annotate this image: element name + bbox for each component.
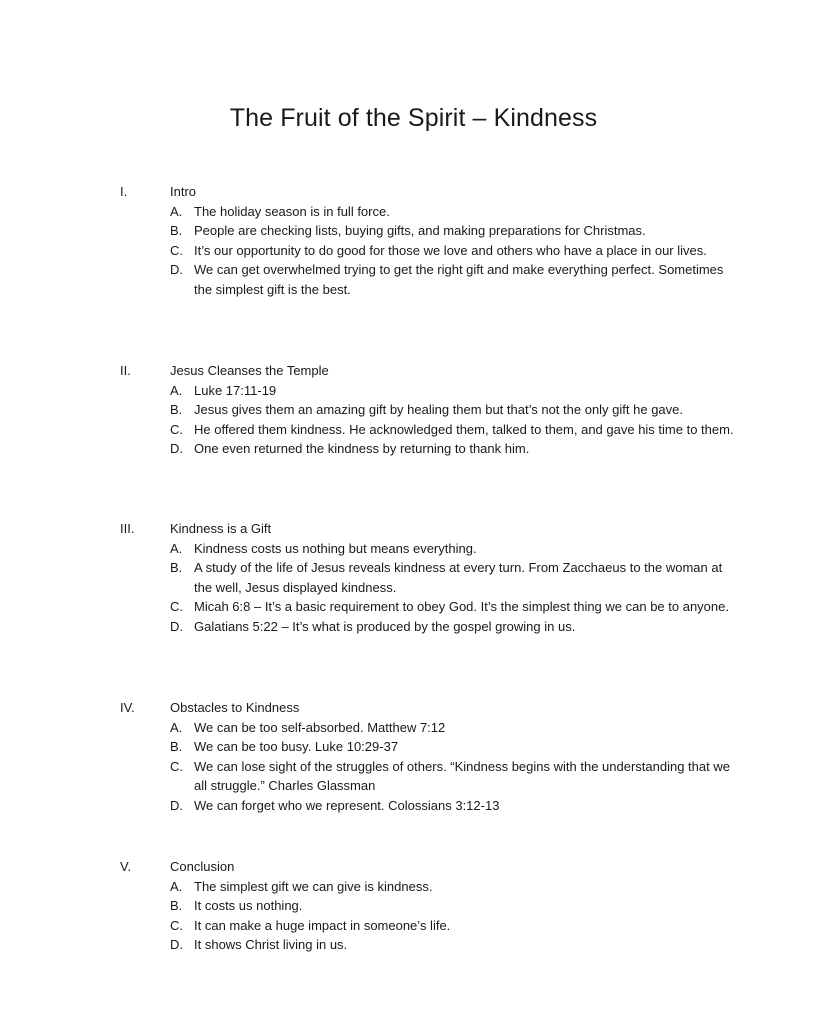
item-text: The simplest gift we can give is kindness.	[194, 878, 433, 894]
item-text: We can be too busy. Luke 10:29-37	[194, 739, 399, 755]
page-title: The Fruit of the Spirit – Kindness	[229, 103, 598, 132]
list-item	[170, 400, 740, 420]
list-item	[170, 617, 740, 637]
item-letter: A.	[170, 540, 183, 556]
item-letter: D.	[170, 262, 183, 278]
item-text: It costs us nothing.	[194, 898, 303, 914]
item-text: It shows Christ living in us.	[194, 937, 348, 953]
section-numeral: II.	[120, 363, 131, 378]
section-numeral: IV.	[120, 700, 135, 715]
item-letter: B.	[170, 560, 183, 576]
list-item	[170, 539, 740, 559]
section-heading: Kindness is a Gift	[170, 521, 272, 536]
list-item	[170, 439, 740, 459]
item-letter: B.	[170, 739, 183, 755]
item-text: We can get overwhelmed trying to get the right gift and make everything perfect. Sometimes the simplest gift is the best.	[194, 262, 724, 297]
item-letter: C.	[170, 242, 183, 258]
item-letter: A.	[170, 203, 183, 219]
item-text: Jesus gives them an amazing gift by healing them but that’s not the only gift he gave.	[194, 402, 683, 418]
list-item	[170, 202, 740, 222]
item-letter: C.	[170, 599, 183, 615]
list-item	[170, 737, 740, 757]
item-letter: B.	[170, 898, 183, 914]
list-item	[170, 916, 740, 936]
list-item	[170, 877, 740, 897]
item-letter: D.	[170, 937, 183, 953]
section-heading: Conclusion	[170, 859, 235, 874]
list-item	[170, 260, 740, 299]
list-item	[170, 420, 740, 440]
section-numeral: III.	[120, 521, 135, 536]
item-text: It can make a huge impact in someone’s life.	[194, 917, 451, 933]
list-item	[170, 558, 740, 597]
section-numeral: I.	[120, 184, 128, 199]
section-item-list	[170, 539, 740, 637]
item-letter: D.	[170, 441, 183, 457]
item-letter: A.	[170, 719, 183, 735]
list-item	[170, 935, 740, 955]
section-item-list	[170, 718, 740, 816]
section-heading: Jesus Cleanses the Temple	[170, 363, 329, 378]
list-item	[170, 241, 740, 261]
list-item	[170, 757, 740, 796]
item-text: Kindness costs us nothing but means everything.	[194, 540, 477, 556]
list-item	[170, 221, 740, 241]
item-text: Micah 6:8 – It’s a basic requirement to obey God. It’s the simplest thing we can be to anyone.	[194, 599, 729, 615]
list-item	[170, 381, 740, 401]
item-letter: D.	[170, 618, 183, 634]
item-letter: B.	[170, 223, 183, 239]
list-item	[170, 718, 740, 738]
item-text: We can forget who we represent. Colossians 3:12-13	[194, 797, 500, 813]
list-item	[170, 796, 740, 816]
item-text: People are checking lists, buying gifts, and making preparations for Christmas.	[194, 223, 646, 239]
item-letter: D.	[170, 797, 183, 813]
item-letter: B.	[170, 402, 183, 418]
item-letter: C.	[170, 758, 183, 774]
item-letter: C.	[170, 421, 183, 437]
item-letter: A.	[170, 878, 183, 894]
section-numeral: V.	[120, 859, 132, 874]
item-text: Luke 17:11-19	[194, 382, 277, 398]
item-text: A study of the life of Jesus reveals kindness at every turn. From Zacchaeus to the woman at the well, Jesus displayed kindness.	[194, 560, 723, 595]
item-text: Galatians 5:22 – It’s what is produced by the gospel growing in us.	[194, 618, 576, 634]
item-text: The holiday season is in full force.	[194, 203, 390, 219]
item-text: He offered them kindness. He acknowledged them, talked to them, and gave his time to them.	[194, 421, 734, 437]
section-item-list	[170, 381, 740, 459]
section-item-list	[170, 877, 740, 955]
item-text: It’s our opportunity to do good for those we love and others who have a place in our lives.	[194, 242, 707, 258]
section-item-list	[170, 202, 740, 300]
item-text: We can lose sight of the struggles of others. “Kindness begins with the understanding that we all struggle.” Charles Glassman	[194, 758, 730, 794]
item-text: One even returned the kindness by returning to thank him.	[194, 441, 530, 457]
section-heading: Intro	[170, 184, 197, 199]
list-item	[170, 597, 740, 617]
item-letter: A.	[170, 382, 183, 398]
list-item	[170, 896, 740, 916]
section-heading: Obstacles to Kindness	[170, 700, 300, 715]
item-text: We can be too self-absorbed. Matthew 7:12	[194, 719, 446, 735]
item-letter: C.	[170, 917, 183, 933]
